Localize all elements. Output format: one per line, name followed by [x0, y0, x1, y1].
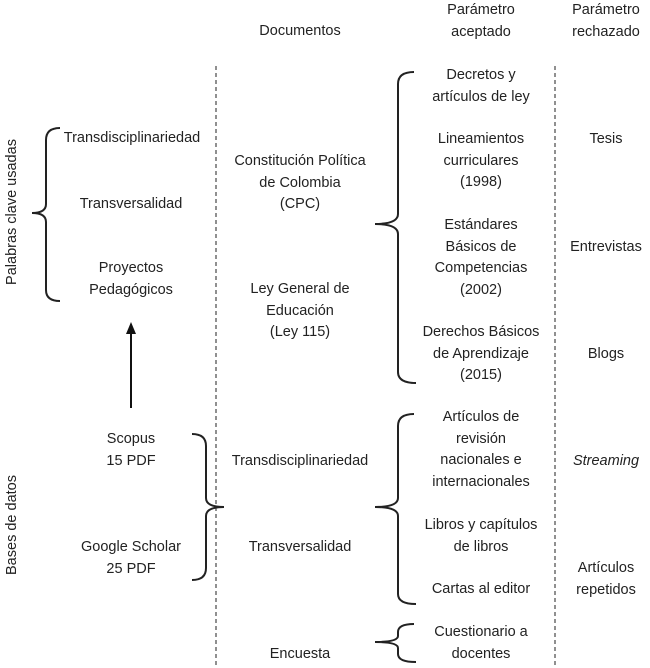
acc-line: Artículos de: [442, 409, 520, 425]
accepted-libros: [425, 515, 538, 558]
doc-line: (CPC): [279, 196, 321, 212]
acc-line: Derechos Básicos: [422, 324, 540, 340]
db-name: Scopus: [106, 431, 156, 447]
header-aceptado-line2: aceptado: [451, 23, 511, 40]
doc-line: de Colombia: [259, 174, 341, 191]
doc-line: Constitución Política: [234, 153, 366, 169]
acc-line: Básicos de: [445, 238, 517, 255]
header-aceptado-line1: Parámetro: [447, 2, 515, 18]
database-scopus: [106, 429, 155, 472]
doc-transdisciplinariedad: Transdisciplinariedad: [231, 453, 369, 469]
accepted-derechos: [423, 322, 540, 387]
acc-line: (1998): [460, 174, 502, 190]
kw-line: Proyectos: [98, 260, 164, 276]
accepted-estandares: [435, 215, 528, 301]
rejected-tesis: Tesis: [589, 131, 623, 147]
acc-line: Competencias: [434, 260, 528, 276]
db-count: 15 PDF: [106, 452, 156, 469]
kw-line: Pedagógicos: [89, 281, 173, 298]
accepted-cuestionario: [434, 622, 528, 665]
acc-line: artículos de ley: [432, 88, 530, 105]
acc-line: Lineamientos: [437, 131, 525, 147]
header-aceptado: [447, 0, 515, 43]
accepted-lineamientos: [438, 129, 524, 194]
doc-encuesta: Encuesta: [269, 646, 331, 662]
rej-line: Artículos: [577, 560, 635, 576]
acc-line: de libros: [453, 538, 509, 555]
label-palabras-clave: Palabras clave usadas: [4, 139, 20, 285]
acc-line: de Aprendizaje: [433, 345, 529, 362]
acc-line: revisión: [456, 430, 506, 447]
rejected-repetidos: [576, 558, 636, 601]
db-name: Google Scholar: [81, 539, 181, 555]
rejected-streaming: Streaming: [572, 453, 640, 469]
rej-line: repetidos: [576, 581, 636, 598]
doc-transversalidad: Transversalidad: [248, 539, 352, 555]
rejected-entrevistas: Entrevistas: [570, 239, 642, 255]
doc-line: Ley General de: [250, 281, 350, 297]
header-documentos: Documentos: [259, 23, 341, 39]
acc-line: docentes: [451, 645, 511, 662]
accepted-cartas: Cartas al editor: [431, 581, 531, 597]
database-google-scholar: [81, 537, 181, 580]
header-rechazado-line1: Parámetro: [572, 2, 640, 18]
acc-line: (2002): [460, 281, 502, 298]
keyword-transdisciplinariedad: Transdisciplinariedad: [63, 130, 201, 146]
acc-line: internacionales: [432, 473, 530, 490]
accepted-decretos: [432, 65, 530, 108]
acc-line: Decretos y: [446, 67, 516, 83]
doc-line: Educación: [266, 302, 334, 319]
acc-line: Cuestionario a: [434, 624, 528, 640]
doc-cpc: [234, 151, 365, 216]
accepted-articulos: [432, 407, 530, 493]
acc-line: Estándares: [444, 217, 518, 233]
doc-line: (Ley 115): [269, 324, 331, 340]
acc-line: curriculares: [443, 152, 519, 169]
header-rechazado-line2: rechazado: [572, 23, 640, 40]
acc-line: nacionales e: [440, 452, 522, 468]
acc-line: Libros y capítulos: [424, 517, 538, 533]
doc-ley-general: [250, 279, 349, 344]
keyword-proyectos: [89, 258, 173, 301]
label-bases-datos: Bases de datos: [4, 475, 20, 575]
header-rechazado: [572, 0, 640, 43]
keyword-transversalidad: Transversalidad: [79, 196, 183, 212]
acc-line: (2015): [460, 367, 502, 383]
db-count: 25 PDF: [106, 560, 156, 577]
rejected-blogs: Blogs: [587, 346, 625, 362]
